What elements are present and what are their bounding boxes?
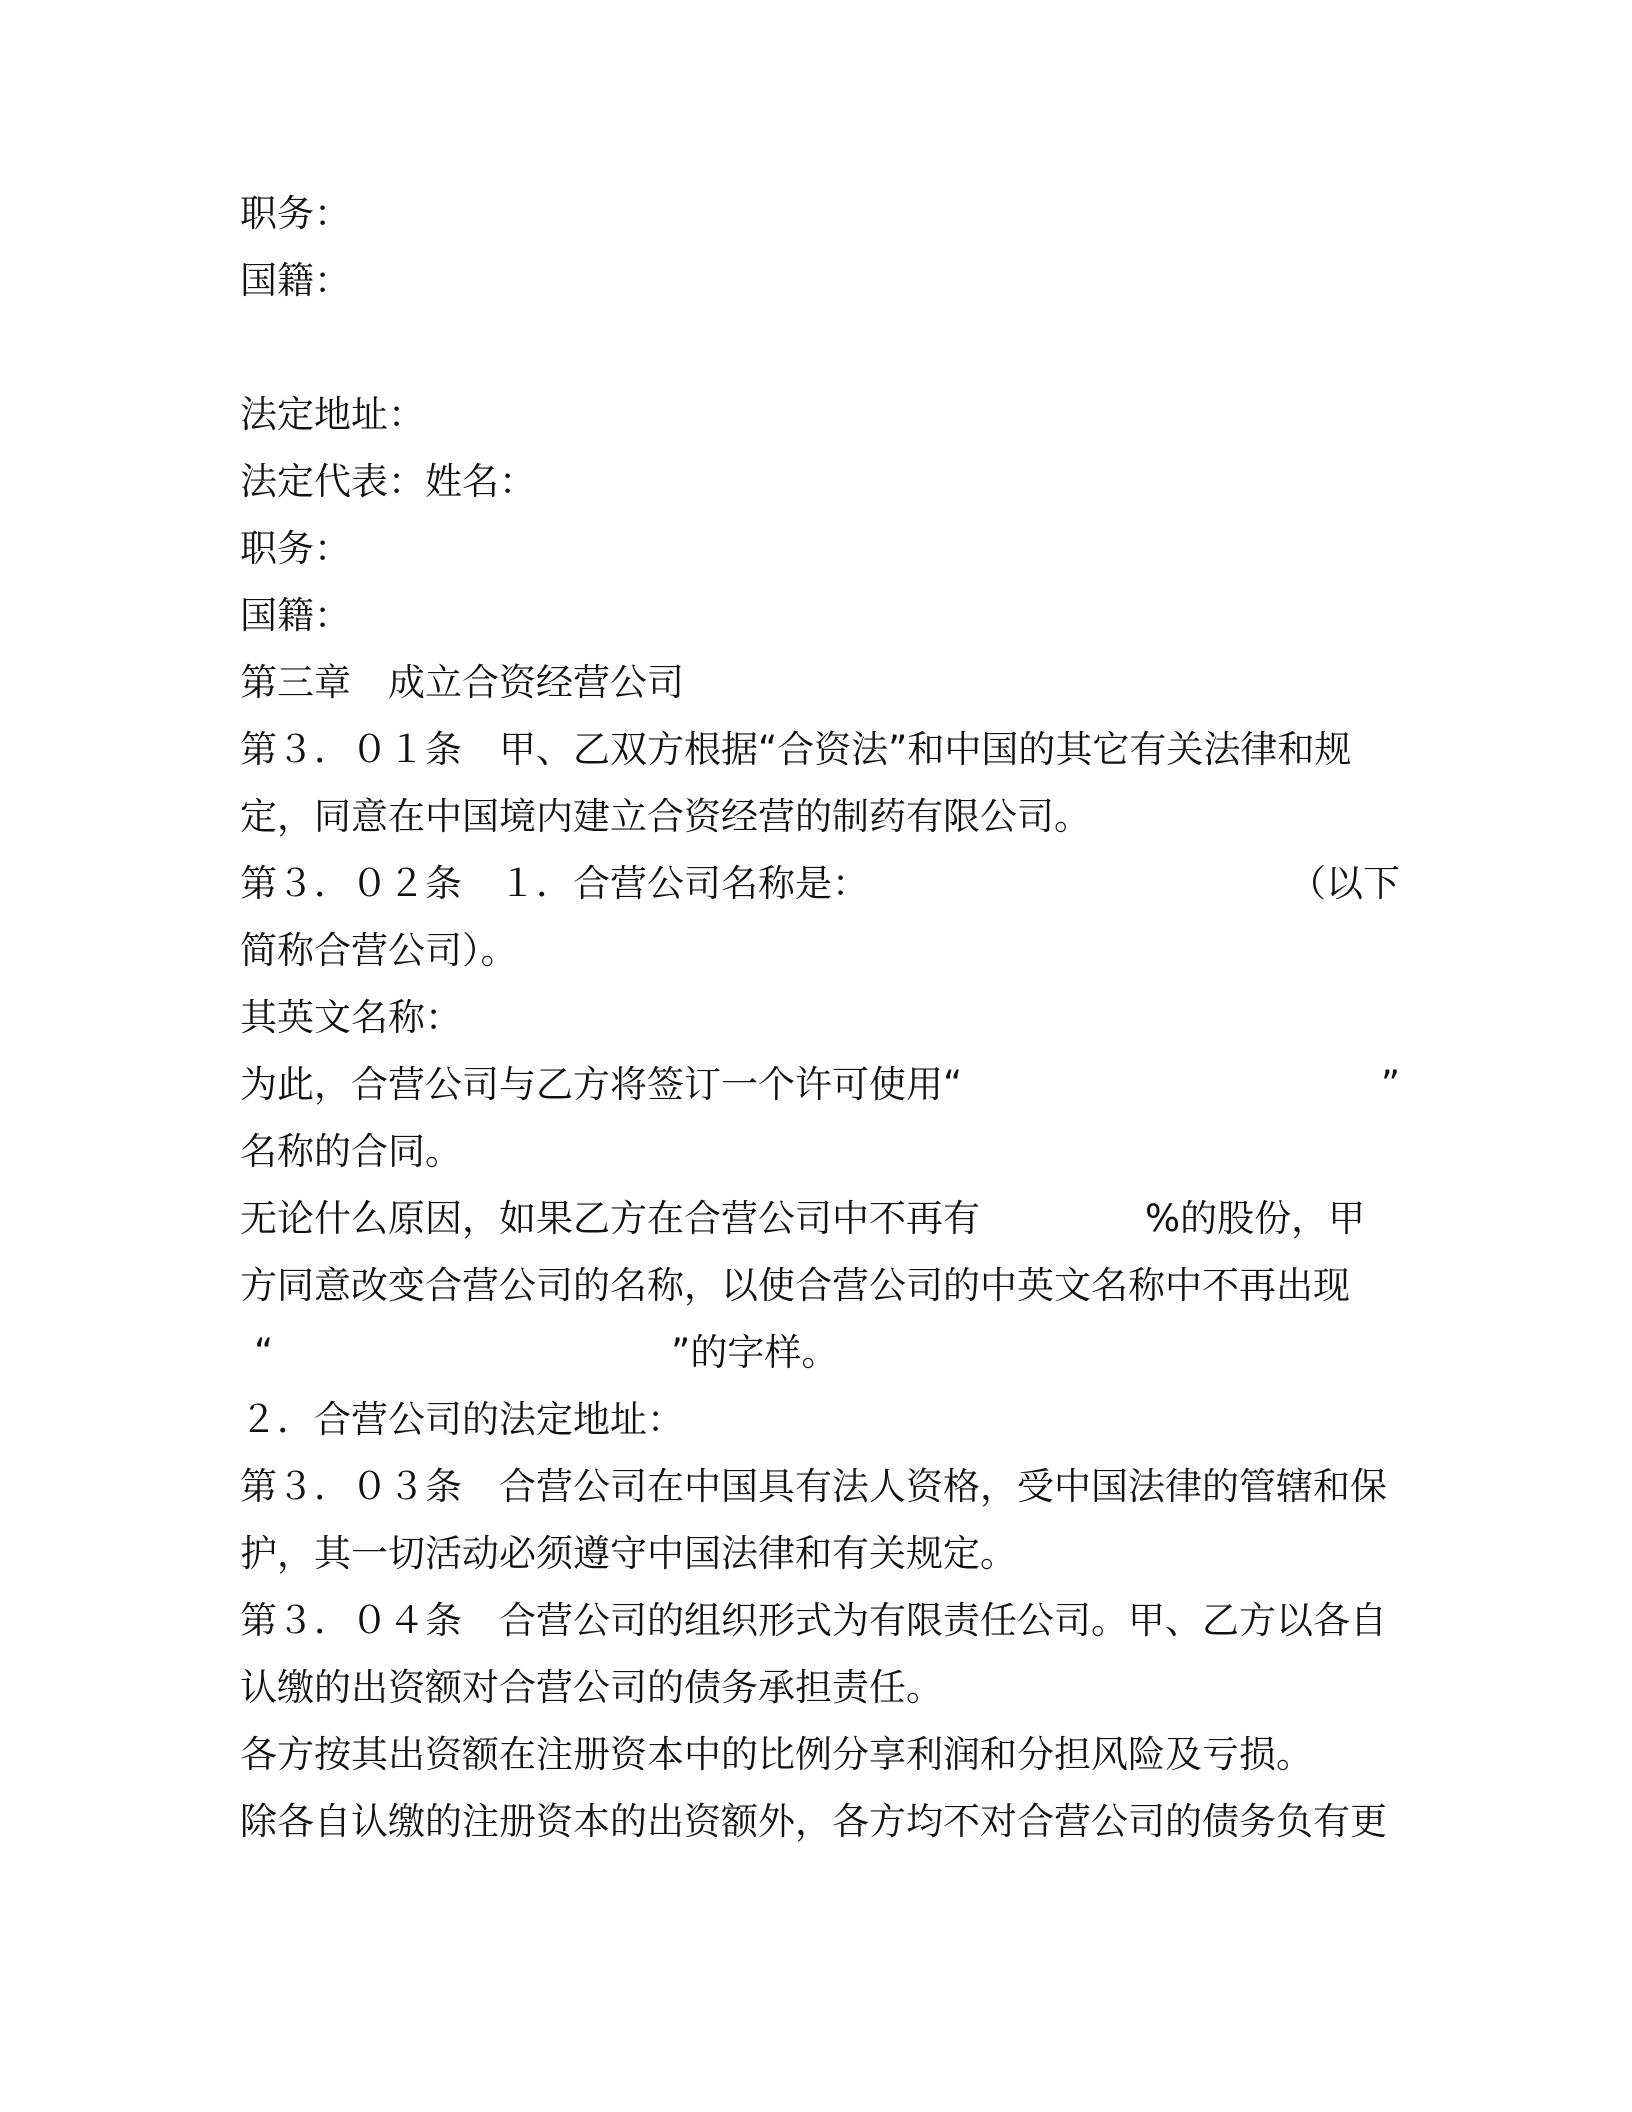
profit-sharing-line: 各方按其出资额在注册资本中的比例分享利润和分担风险及亏损。: [240, 1733, 1313, 1776]
legal-address-item: ２．合营公司的法定地址：: [240, 1398, 684, 1441]
article-3-02-line-2: 简称合营公司）。: [240, 929, 518, 972]
name-change-ending: ”的字样。: [671, 1331, 839, 1374]
article-3-04-line-1: 第３．０４条 合营公司的组织形式为有限责任公司。甲、乙方以各自: [240, 1599, 1387, 1642]
blank-line: [240, 314, 1400, 381]
text-line-legal-representative: 法定代表：姓名：: [240, 460, 536, 503]
article-3-01-line-2: 定，同意在中国境内建立合资经营的制药有限公司。: [240, 795, 1091, 838]
liability-line: 除各自认缴的注册资本的出资额外，各方均不对合营公司的债务负有更: [240, 1800, 1387, 1843]
license-line-1: [240, 1051, 1400, 1118]
chapter-heading: 第三章 成立合资经营公司: [240, 661, 684, 704]
opening-quote: “: [254, 1331, 274, 1374]
text-line-legal-address: 法定地址：: [240, 393, 425, 436]
article-3-02-suffix: （以下: [1289, 862, 1400, 905]
article-3-02-line-1: [240, 850, 1400, 917]
name-change-line-3: [240, 1319, 1400, 1386]
text-line-position-2: 职务：: [240, 527, 351, 570]
name-change-line-2: 方同意改变合营公司的名称，以使合营公司的中英文名称中不再出现: [240, 1264, 1350, 1307]
percent-text: %的股份，甲: [1145, 1197, 1366, 1240]
article-3-02-text: 第３．０２条 １．合营公司名称是：: [240, 862, 869, 905]
article-3-03-line-2: 护，其一切活动必须遵守中国法律和有关规定。: [240, 1532, 1017, 1575]
name-change-text: 无论什么原因，如果乙方在合营公司中不再有: [240, 1197, 980, 1240]
license-text: 为此，合营公司与乙方将签订一个许可使用“: [240, 1063, 963, 1106]
text-line-nationality-2: 国籍：: [240, 594, 351, 637]
name-change-line-1: [240, 1185, 1400, 1252]
document-body: [240, 180, 1400, 1855]
article-3-03-line-1: 第３．０３条 合营公司在中国具有法人资格，受中国法律的管辖和保: [240, 1465, 1387, 1508]
article-3-01-line-1: 第３．０１条 甲、乙双方根据“合资法”和中国的其它有关法律和规: [240, 728, 1352, 771]
license-closing-quote: ”: [1380, 1063, 1400, 1106]
license-line-2: 名称的合同。: [240, 1130, 462, 1173]
text-line-nationality: 国籍：: [240, 259, 351, 302]
text-line-position: 职务：: [240, 192, 351, 235]
english-name-line: 其英文名称：: [240, 996, 462, 1039]
article-3-04-line-2: 认缴的出资额对合营公司的债务承担责任。: [240, 1666, 943, 1709]
